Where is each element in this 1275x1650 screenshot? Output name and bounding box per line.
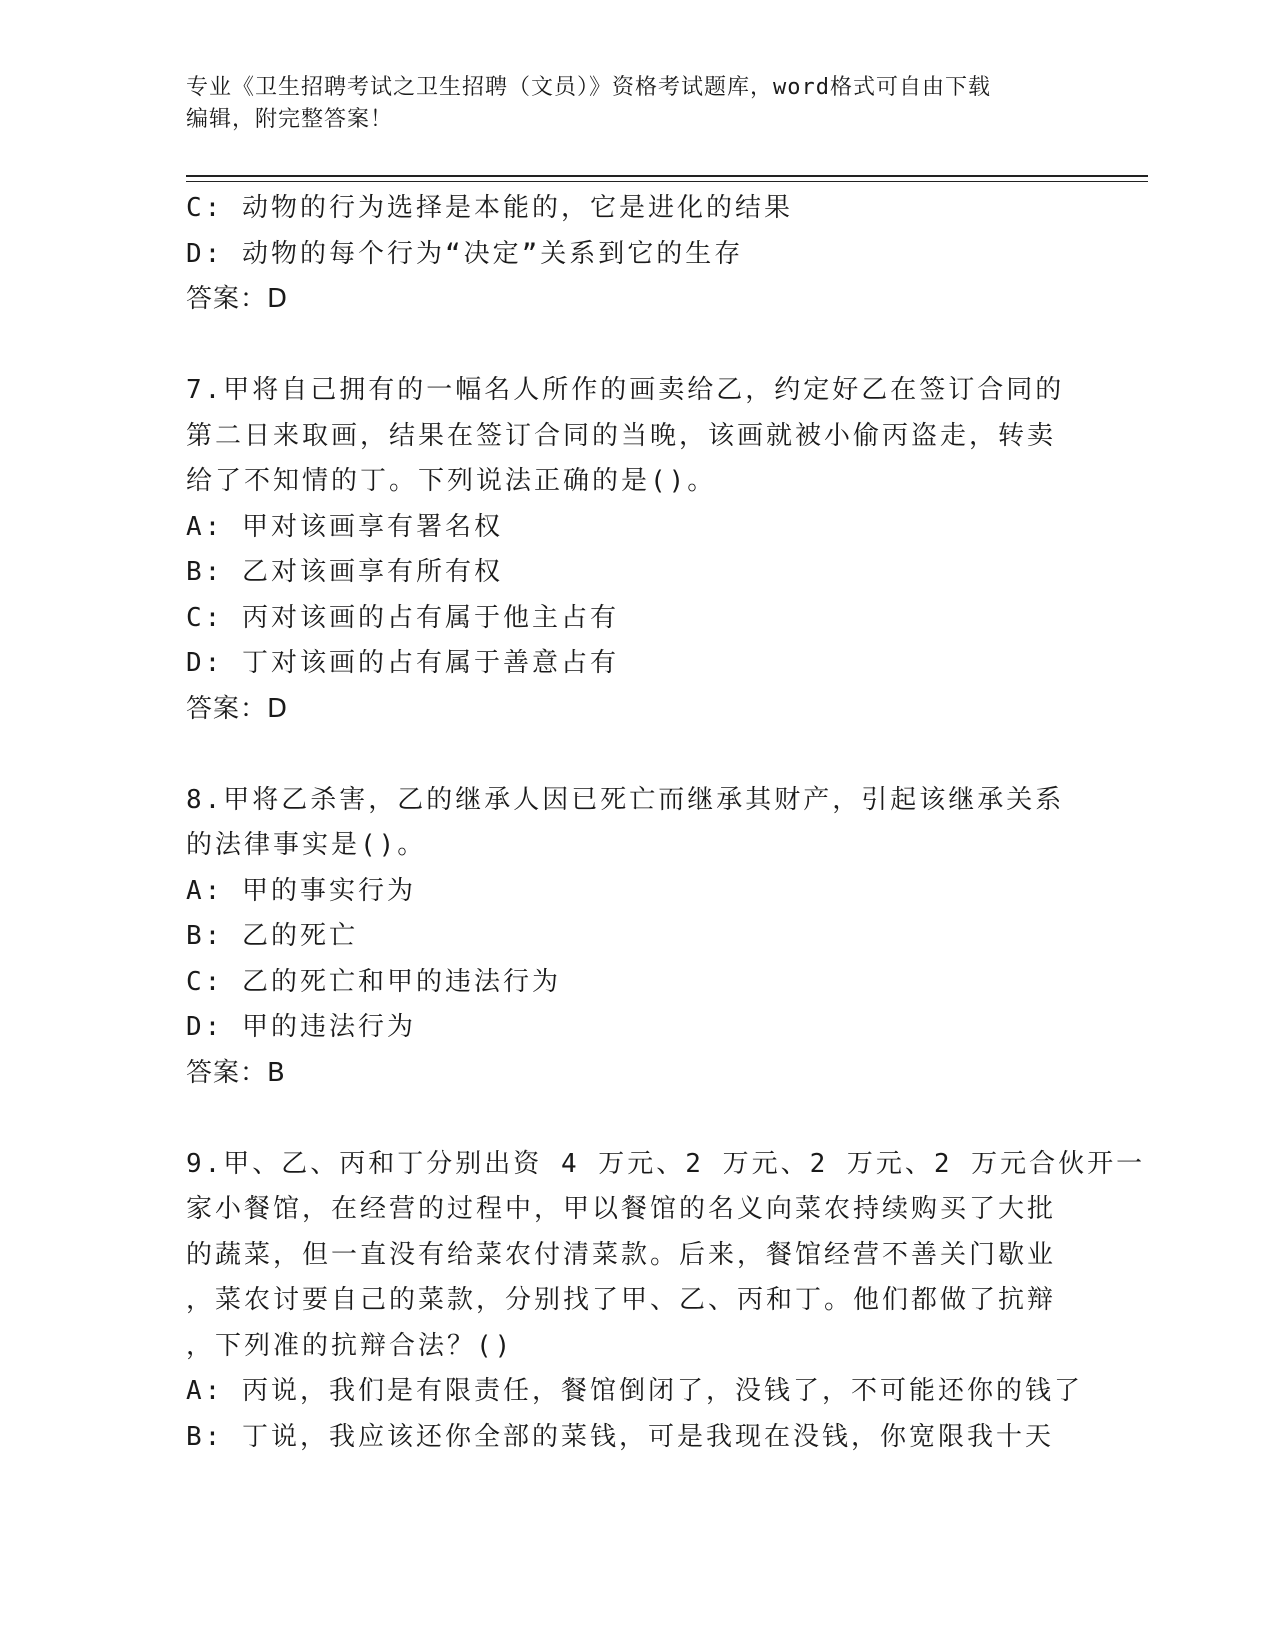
spacer: [186, 732, 1086, 778]
prev-answer: 答案：D: [186, 284, 289, 314]
header-rule-thin: [186, 181, 1148, 182]
q8-stem-line: 的法律事实是()。: [186, 830, 427, 860]
q7-option-b: B: 乙对该画享有所有权: [186, 557, 503, 587]
q8-option-c: C: 乙的死亡和甲的违法行为: [186, 966, 561, 997]
q9-option-b: B: 丁说，我应该还你全部的菜钱，可是我现在没钱，你宽限我十天: [186, 1421, 1054, 1452]
q8-option-a: A: 甲的事实行为: [186, 875, 416, 906]
q9-stem-line: 9.甲、乙、丙和丁分别出资 4 万元、2 万元、2 万元、2 万元合伙开一: [186, 1148, 1146, 1179]
q8-option-b: B: 乙的死亡: [186, 921, 358, 951]
q9-stem-line: 家小餐馆，在经营的过程中，甲以餐馆的名义向菜农持续购买了大批: [186, 1194, 1057, 1224]
page-header: [186, 72, 1066, 136]
header-line-1: 专业《卫生招聘考试之卫生招聘（文员）》资格考试题库，word格式可自由下载: [186, 75, 991, 100]
spacer: [186, 323, 1086, 369]
prev-option-d: D: 动物的每个行为“决定”关系到它的生存: [186, 238, 744, 269]
q7-option-a: A: 甲对该画享有署名权: [186, 511, 503, 542]
q7-stem-line: 第二日来取画，结果在签订合同的当晚，该画就被小偷丙盗走，转卖: [186, 420, 1057, 451]
q9-option-a: A: 丙说，我们是有限责任，餐馆倒闭了，没钱了，不可能还你的钱了: [186, 1376, 1083, 1406]
q7-stem-line: 7.甲将自己拥有的一幅名人所作的画卖给乙，约定好乙在签订合同的: [186, 375, 1065, 405]
q7-answer: 答案：D: [186, 693, 289, 724]
q8-answer: 答案：B: [186, 1057, 286, 1088]
prev-option-c: C: 动物的行为选择是本能的，它是进化的结果: [186, 193, 793, 223]
question-content: [186, 186, 1146, 1460]
q8-option-d: D: 甲的违法行为: [186, 1012, 416, 1042]
header-line-2: 编辑，附完整答案！: [186, 107, 394, 132]
q8-stem-line: 8.甲将乙杀害，乙的继承人因已死亡而继承其财产，引起该继承关系: [186, 784, 1065, 815]
q7-option-d: D: 丁对该画的占有属于善意占有: [186, 648, 619, 678]
spacer: [186, 1096, 1086, 1142]
q9-stem-line: ，下列准的抗辩合法？(): [186, 1330, 514, 1361]
q7-stem-line: 给了不知情的丁。下列说法正确的是()。: [186, 466, 717, 496]
header-rule-thick: [186, 175, 1148, 177]
q9-stem-line: 的蔬菜，但一直没有给菜农付清菜款。后来，餐馆经营不善关门歇业: [186, 1239, 1057, 1270]
q7-option-c: C: 丙对该画的占有属于他主占有: [186, 602, 619, 633]
q9-stem-line: ，菜农讨要自己的菜款，分别找了甲、乙、丙和丁。他们都做了抗辩: [186, 1285, 1057, 1315]
